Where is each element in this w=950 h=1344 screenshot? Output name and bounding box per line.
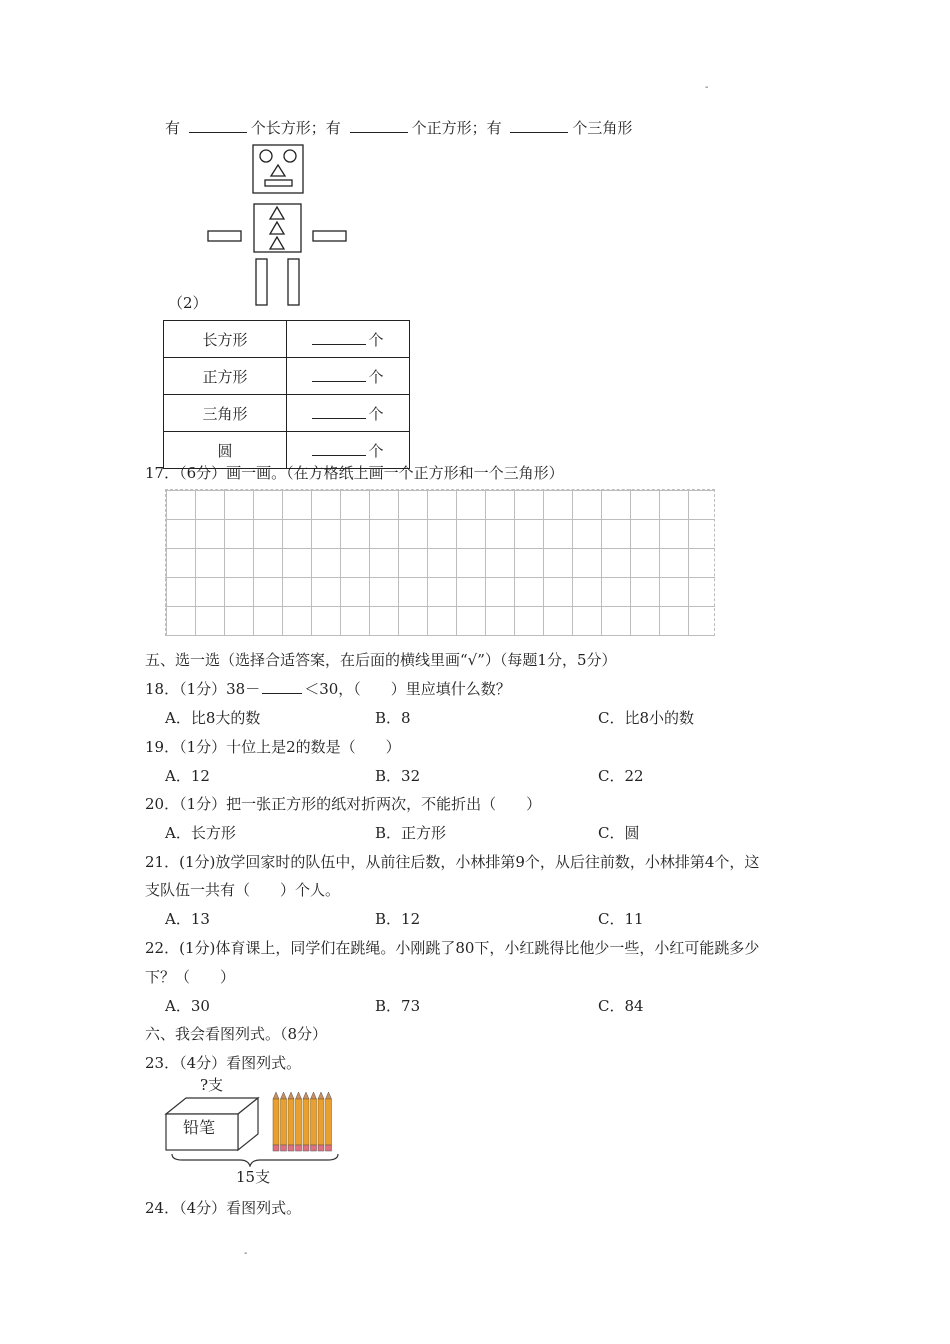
table-row — [164, 395, 410, 432]
table-shape-cell: 正方形 — [164, 358, 287, 395]
q19-option-c[interactable]: C．22 — [598, 767, 644, 785]
table-shape-cell: 圆 — [164, 432, 287, 469]
q22-option-b[interactable]: B．73 — [375, 997, 421, 1015]
pencil — [311, 1092, 317, 1151]
table-answer-cell[interactable]: 个 — [287, 358, 410, 395]
q19-option-b[interactable]: B．32 — [375, 767, 421, 785]
pencil — [318, 1092, 324, 1151]
q16-part2-label: （2） — [168, 294, 208, 312]
pencil — [273, 1092, 279, 1151]
q16-text-1: 有 — [165, 119, 181, 137]
table-shape-cell: 长方形 — [164, 321, 287, 358]
q21-option-c[interactable]: C．11 — [598, 910, 644, 928]
robot-mouth — [265, 180, 292, 186]
table-row — [164, 358, 410, 395]
q18-option-a[interactable]: A．比8大的数 — [165, 709, 261, 727]
loose-pencils — [273, 1092, 332, 1151]
q20-option-c[interactable]: C．圆 — [598, 824, 640, 842]
table-answer-cell[interactable]: 个 — [287, 432, 410, 469]
q21-stem-line2: 支队伍一共有（ ）个人。 — [145, 881, 341, 899]
footer-mark: - — [244, 1248, 248, 1259]
pencil — [326, 1092, 332, 1151]
q22-option-c[interactable]: C．84 — [598, 997, 644, 1015]
q18-stem: 18．（1分）38－ ＜30，（ ）里应填什么数？ — [145, 680, 511, 698]
shape-count-table — [163, 320, 410, 469]
q18-option-c[interactable]: C．比8小的数 — [598, 709, 695, 727]
q22-stem-line2: 下？（ ） — [145, 968, 236, 986]
table-answer-cell[interactable]: 个 — [287, 395, 410, 432]
triangle-count-blank[interactable] — [510, 118, 568, 133]
q23-total-label: 15支 — [236, 1168, 271, 1186]
q16-count-line — [165, 117, 632, 138]
q16-text-3: 个正方形；有 — [411, 119, 502, 137]
robot-body-triangle-2 — [270, 222, 284, 234]
robot-left-eye — [260, 150, 272, 162]
header-mark: - — [705, 82, 709, 93]
q19-stem: 19．（1分）十位上是2的数是（ ） — [145, 738, 401, 756]
pencil — [281, 1092, 287, 1151]
pencil — [288, 1092, 294, 1151]
q21-option-b[interactable]: B．12 — [375, 910, 421, 928]
rect-count-blank[interactable] — [189, 118, 247, 133]
q22-stem-line1: 22．(1分)体育课上，同学们在跳绳。小刚跳了80下，小红跳得比他少一些，小红可能跳多少 — [145, 939, 760, 957]
q16-text-4: 个三角形 — [572, 119, 633, 137]
q20-option-b[interactable]: B．正方形 — [375, 824, 447, 842]
pencil — [303, 1092, 309, 1151]
q21-option-a[interactable]: A．13 — [165, 910, 210, 928]
section6-title: 六、我会看图列式。（8分） — [145, 1025, 328, 1043]
q18-blank[interactable] — [262, 679, 302, 694]
q23-question-label: ?支 — [200, 1076, 224, 1094]
robot-body — [254, 204, 301, 252]
q18-option-b[interactable]: B．8 — [375, 709, 411, 727]
robot-nose-triangle — [271, 165, 285, 176]
q16-text-2: 个长方形；有 — [250, 119, 341, 137]
robot-left-arm — [208, 231, 241, 241]
robot-left-leg — [256, 259, 267, 305]
q17-stem: 17．（6分）画一画。（在方格纸上画一个正方形和一个三角形） — [145, 464, 564, 482]
q24-stem: 24．（4分）看图列式。 — [145, 1199, 302, 1217]
q19-option-a[interactable]: A．12 — [165, 767, 210, 785]
total-brace — [172, 1154, 338, 1166]
table-shape-cell: 三角形 — [164, 395, 287, 432]
pencil-box-label: 铅笔 — [183, 1118, 216, 1137]
robot-body-triangle-1 — [270, 207, 284, 219]
q22-option-a[interactable]: A．30 — [165, 997, 210, 1015]
robot-right-arm — [313, 231, 346, 241]
square-count-blank[interactable] — [350, 118, 408, 133]
table-row — [164, 321, 410, 358]
robot-body-triangle-3 — [270, 237, 284, 249]
table-answer-cell[interactable]: 个 — [287, 321, 410, 358]
robot-figure — [205, 142, 355, 310]
robot-right-leg — [288, 259, 299, 305]
robot-right-eye — [284, 150, 296, 162]
q20-stem: 20．（1分）把一张正方形的纸对折两次，不能折出（ ） — [145, 795, 542, 813]
section5-title: 五、选一选（选择合适答案，在后面的横线里画“√”）（每题1分，5分） — [145, 651, 617, 669]
pencil — [296, 1092, 302, 1151]
drawing-grid[interactable] — [165, 489, 715, 636]
q20-option-a[interactable]: A．长方形 — [165, 824, 236, 842]
q21-stem-line1: 21．(1分)放学回家时的队伍中，从前往后数，小林排第9个，从后往前数，小林排第4个，这 — [145, 853, 760, 871]
q23-stem: 23．（4分）看图列式。 — [145, 1054, 302, 1072]
